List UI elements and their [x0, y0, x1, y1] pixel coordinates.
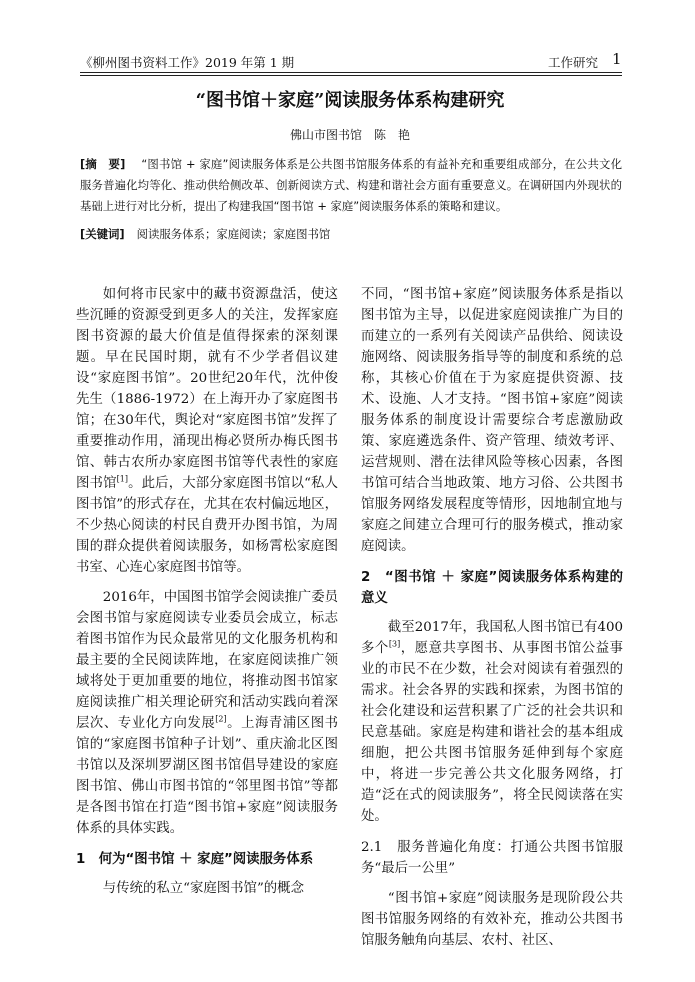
citation-ref: [1] — [116, 474, 128, 484]
section-header: 工作研究 — [548, 55, 599, 70]
paragraph-text: 。此后，大部分家庭图书馆以“私人图书馆”的形式存在，尤其在农村偏远地区，不少热心阅读的村民自费开办图书馆，为周围的群众提供着阅读服务，如杨霄松家庭图书室、心连心家庭图书馆等。 — [76, 476, 338, 575]
keywords-text: 阅读服务体系；家庭阅读；家庭图书馆 — [136, 227, 331, 241]
abstract-text: “图书馆 + 家庭”阅读服务体系是公共图书馆服务体系的有益补充和重要组成部分，在公共文化服务普遍化均等化、推动供给侧改革、创新阅读方式、构建和谐社会方面有重要意义。在调研国内外现状的基础上进行对比分析，提出了构建我国“图书馆 + 家庭”阅读服务体系的策略和建议。 — [80, 157, 623, 213]
citation-ref: [3] — [388, 639, 401, 649]
paragraph: 与传统的私立“家庭图书馆”的概念 — [102, 881, 304, 896]
section-heading-2: 2 “图书馆 ＋ 家庭”阅读服务体系构建的意义 — [361, 570, 623, 606]
paragraph-text: ，愿意共享图书、从事图书馆公益事业的市民不在少数，社会对阅读有着强烈的需求。社会各界的实践和探索，为图书馆的社会化建设和运营积累了广泛的社会共识和民意基础。家庭是构建和谐社会的基本组成细胞，把公共图书馆服务延伸到每个家庭中，将进一步完善公共文化服务网络，打造“泛在式的阅读服务”，将全民阅读落在实处。 — [361, 641, 624, 824]
paragraph — [361, 617, 623, 827]
paragraph-text: 截至2017年，我国私人图书馆已有400多个 — [361, 620, 623, 656]
paragraph-text: 。上海青浦区图书馆的“家庭图书馆种子计划”、重庆渝北区图书馆以及深圳罗湖区图书馆倡导建设的家庭图书馆、佛山市图书馆的“邻里图书馆”等都是各图书馆在打造“图书馆+家庭”阅读服务体系的具体实践。 — [76, 716, 339, 836]
left-column — [76, 284, 338, 899]
abstract — [80, 154, 622, 217]
page-number: 1 — [612, 50, 622, 68]
paragraph — [76, 587, 338, 839]
journal-header: 《柳州图书资料工作》2019 年第 1 期 — [80, 55, 295, 70]
header-rule-second — [80, 75, 622, 76]
paragraph — [76, 284, 338, 578]
keywords-label: [关键词] — [80, 227, 125, 241]
right-column — [361, 284, 623, 951]
keywords — [80, 226, 622, 242]
section-heading-1: 1 何为“图书馆 ＋ 家庭”阅读服务体系 — [76, 852, 314, 867]
subsection-heading-2-1: 2.1 服务普遍化角度：打通公共图书馆服务“最后一公里” — [361, 840, 623, 876]
article-title: “图书馆＋家庭”阅读服务体系构建研究 — [195, 90, 505, 111]
paragraph: 不同，“图书馆+家庭”阅读服务体系是指以图书馆为主导，以促进家庭阅读推广为目的而建立的一系列有关阅读产品供给、阅读设施网络、阅读服务指导等的制度和系统的总称，其核心价值在于为家庭提供资源、技术、设施、人才支持。“图书馆+家庭”阅读服务体系的制度设计需要综合考虑激励政策、家庭遴选条件、资产管理、绩效考评、运营规则、潜在法律风险等核心因素，各图书馆可结合当地政策、地方习俗、公共图书馆服务网络发展程度等情形，因地制宜地与家庭之间建立合理可行的服务模式，推动家庭阅读。 — [361, 287, 623, 554]
abstract-label: [摘 要] — [80, 157, 126, 171]
paragraph-text: 如何将市民家中的藏书资源盘活，使这些沉睡的资源受到更多人的关注，发挥家庭图书资源的最大价值是值得探索的深刻课题。早在民国时期，就有不少学者倡议建设“家庭图书馆”。20世纪20年代，沈仲俊先生（1886-1972）在上海开办了家庭图书馆；在30年代，舆论对“家庭图书馆”发挥了重要推动作用，涌现出梅必贤所办梅氏图书馆、韩古农所办家庭图书馆等代表性的家庭图书馆 — [76, 287, 338, 491]
citation-ref: [2] — [215, 714, 227, 724]
paragraph-text: 2016年，中国图书馆学会阅读推广委员会图书馆与家庭阅读专业委员会成立，标志着图书馆作为民众最常见的文化服务机构和最主要的全民阅读阵地，在家庭阅读推广领域将处于更加重要的地位，将推动图书馆家庭阅读推广相关理论研究和活动实践向着深层次、专业化方向发展 — [76, 590, 338, 731]
paragraph: “图书馆+家庭”阅读服务是现阶段公共图书馆服务网络的有效补充，推动公共图书馆服务触角向基层、农村、社区、 — [361, 891, 623, 948]
header-rule — [80, 72, 622, 73]
article-author: 佛山市图书馆 陈 艳 — [289, 128, 410, 142]
